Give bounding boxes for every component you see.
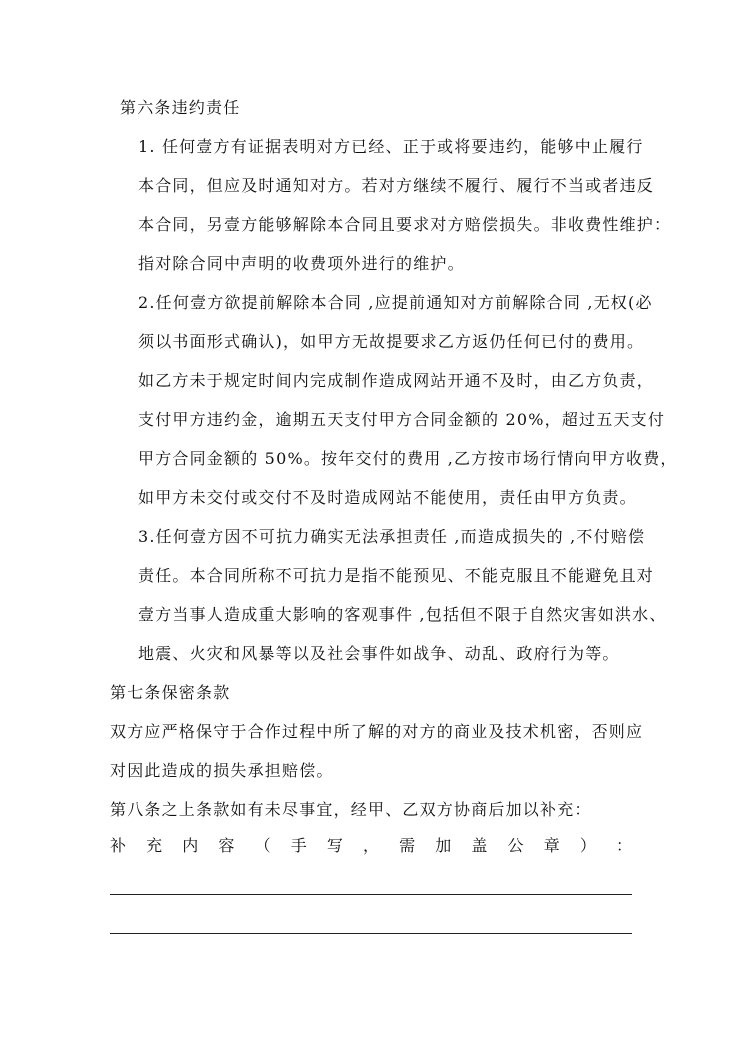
art6-p3-line-3: 壹方当事人造成重大影响的客观事件 ,包括但不限于自然灾害如洪水、 — [138, 605, 667, 624]
art6-p1-line-4: 指对除合同中声明的收费项外进行的维护。 — [138, 254, 465, 273]
supplement-char: 需 — [399, 836, 416, 855]
art6-p2-line-3: 如乙方未于规定时间内完成制作造成网站开通不及时，由乙方负责， — [138, 371, 655, 390]
art6-p2-line-4: 支付甲方违约金，逾期五天支付甲方合同金额的 20%，超过五天支付 — [138, 410, 666, 429]
supplement-char: 容 — [218, 836, 235, 855]
supplement-char: 内 — [182, 836, 199, 855]
art6-p3-line-1: 3.任何壹方因不可抗力确实无法承担责任 ,而造成损失的 ,不付赔偿 — [138, 527, 646, 546]
article-7-heading: 第七条保密条款 — [110, 683, 231, 702]
art7-line-1: 双方应严格保守于合作过程中所了解的对方的商业及技术机密，否则应 — [110, 722, 644, 741]
supplement-char: 盖 — [471, 836, 488, 855]
art6-p3-line-2: 责任。本合同所称不可抗力是指不能预见、不能克服且不能避免且对 — [138, 566, 655, 585]
supplement-char: 充 — [146, 836, 163, 855]
supplement-char: ） — [579, 836, 596, 855]
supplement-char: 补 — [110, 836, 127, 855]
art6-p1-line-3: 本合同，另壹方能够解除本合同且要求对方赔偿损失。非收费性维护： — [138, 215, 672, 234]
art6-p2-line-5: 甲方合同金额的 50%。按年交付的费用 ,乙方按市场行情向甲方收费， — [138, 449, 678, 468]
supplement-char: 加 — [435, 836, 452, 855]
handwriting-line-2 — [110, 933, 632, 934]
supplement-char: 写 — [326, 836, 343, 855]
art6-p2-line-2: 须以书面形式确认)，如甲方无故提要求乙方返仍任何已付的费用。 — [138, 332, 645, 351]
supplement-char: ， — [362, 836, 379, 855]
article-6-heading: 第六条违约责任 — [120, 98, 241, 117]
supplement-char: 公 — [507, 836, 524, 855]
art6-p1-line-2: 本合同，但应及时通知对方。若对方继续不履行、履行不当或者违反 — [138, 176, 655, 195]
supplement-char: 章 — [543, 836, 560, 855]
art7-line-2: 对因此造成的损失承担赔偿。 — [110, 761, 334, 780]
art6-p2-line-1: 2.任何壹方欲提前解除本合同 ,应提前通知对方前解除合同 ,无权(必 — [138, 293, 653, 312]
handwriting-line-1 — [110, 894, 632, 895]
supplement-label — [110, 836, 632, 856]
article-8-heading: 第八条之上条款如有未尽事宜，经甲、乙双方协商后加以补充： — [110, 800, 592, 819]
art6-p3-line-4: 地震、火灾和风暴等以及社会事件如战争、动乱、政府行为等。 — [138, 644, 620, 663]
supplement-char: （ — [254, 836, 271, 855]
art6-p1-line-1: 1. 任何壹方有证据表明对方已经、正于或将要违约，能够中止履行 — [138, 137, 644, 156]
supplement-char: ： — [615, 836, 632, 855]
supplement-char: 手 — [290, 836, 307, 855]
art6-p2-line-6: 如甲方未交付或交付不及时造成网站不能使用，责任由甲方负责。 — [138, 488, 637, 507]
